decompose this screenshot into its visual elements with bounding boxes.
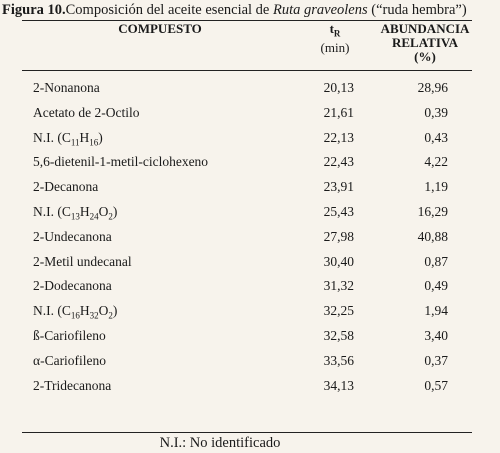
relative-abundance: 0,87 xyxy=(424,253,448,269)
compound-text: O xyxy=(98,303,109,319)
relative-abundance: 0,57 xyxy=(424,377,448,393)
compound-text: H xyxy=(79,129,90,145)
retention-time: 30,40 xyxy=(323,253,354,269)
compound-text: ) xyxy=(112,204,118,219)
table-bottom-rule xyxy=(22,432,472,433)
formula-subscript: 24 xyxy=(89,211,99,222)
compound-name xyxy=(33,252,132,272)
header-abundance xyxy=(370,22,480,64)
retention-time: 21,61 xyxy=(323,104,354,120)
formula-subscript: 13 xyxy=(70,211,80,222)
compound-name xyxy=(33,78,100,98)
formula-subscript: 2 xyxy=(108,211,113,222)
retention-time: 25,43 xyxy=(323,204,354,219)
table-row xyxy=(0,177,500,197)
table-row xyxy=(0,326,500,346)
formula-subscript: 11 xyxy=(70,137,80,148)
compound-name xyxy=(33,376,111,396)
table-row xyxy=(0,227,500,247)
table-row xyxy=(0,252,500,272)
retention-time: 20,13 xyxy=(323,80,354,95)
compound-text: ) xyxy=(98,129,103,145)
compound-text: ) xyxy=(112,303,118,319)
compound-text: N.I. (C xyxy=(33,129,71,145)
table-row xyxy=(0,152,500,172)
relative-abundance: 28,96 xyxy=(417,80,448,95)
compound-text: 2-Tridecanona xyxy=(33,377,112,393)
table-row xyxy=(0,376,500,396)
relative-abundance: 0,39 xyxy=(424,104,448,120)
compound-name xyxy=(33,326,106,346)
relative-abundance: 0,49 xyxy=(424,278,448,294)
figure-caption xyxy=(2,2,467,19)
header-tr-unit: (min) xyxy=(320,39,350,55)
retention-time: 23,91 xyxy=(323,179,354,195)
header-ab-line3: (%) xyxy=(414,49,436,64)
formula-subscript: 16 xyxy=(70,310,80,321)
formula-subscript: 2 xyxy=(108,310,113,321)
header-retention-time xyxy=(300,22,370,55)
compound-text: ß-Cariofileno xyxy=(33,328,106,343)
header-compound: COMPUESTO xyxy=(118,21,202,36)
retention-time: 22,43 xyxy=(323,154,354,170)
table-row xyxy=(0,276,500,296)
compound-name xyxy=(33,103,139,123)
retention-time: 27,98 xyxy=(323,228,354,244)
compound-text: α-Cariofileno xyxy=(33,352,107,368)
compound-name xyxy=(33,301,117,326)
compound-text: O xyxy=(98,204,109,219)
relative-abundance: 16,29 xyxy=(417,204,448,219)
compound-text: Acetato de 2-Octilo xyxy=(33,104,140,120)
table-row xyxy=(0,301,500,321)
table-row xyxy=(0,351,500,371)
retention-time: 32,58 xyxy=(323,328,354,343)
relative-abundance: 1,94 xyxy=(424,303,448,319)
compound-text: 2-Dodecanona xyxy=(33,278,112,294)
compound-text: 2-Nonanona xyxy=(33,80,100,95)
table-row xyxy=(0,78,500,98)
caption-common-name: (“ruda hembra”) xyxy=(367,2,467,18)
relative-abundance: 4,22 xyxy=(424,154,448,170)
compound-name xyxy=(33,276,112,296)
table-row xyxy=(0,103,500,123)
compound-name xyxy=(33,227,112,247)
relative-abundance: 40,88 xyxy=(417,228,448,244)
retention-time: 22,13 xyxy=(323,129,354,145)
retention-time: 32,25 xyxy=(323,303,354,319)
compound-name xyxy=(33,351,106,371)
header-tr-sub: R xyxy=(333,28,341,39)
table-row xyxy=(0,202,500,222)
compound-text: 2-Decanona xyxy=(33,179,99,195)
relative-abundance: 3,40 xyxy=(424,328,448,343)
compound-text: 5,6-dietenil-1-metil-ciclohexeno xyxy=(33,154,209,170)
relative-abundance: 0,37 xyxy=(424,352,448,368)
compound-text: H xyxy=(79,204,90,219)
footnote: N.I.: No identificado xyxy=(159,435,281,451)
compound-text: N.I. (C xyxy=(33,204,71,219)
relative-abundance: 1,19 xyxy=(424,179,448,195)
table-row xyxy=(0,128,500,148)
compound-name xyxy=(33,177,98,197)
compound-text: N.I. (C xyxy=(33,303,71,319)
header-tr-symbol: t xyxy=(329,21,334,36)
header-bottom-rule xyxy=(22,70,472,71)
header-ab-line1: ABUNDANCIA xyxy=(380,21,470,36)
caption-text: Composición del aceite esencial de xyxy=(65,2,273,18)
retention-time: 34,13 xyxy=(323,377,354,393)
relative-abundance: 0,43 xyxy=(424,129,448,145)
compound-text: 2-Metil undecanal xyxy=(33,253,132,269)
species-name: Ruta graveolens xyxy=(273,2,368,18)
compound-name xyxy=(33,152,208,172)
retention-time: 33,56 xyxy=(323,352,354,368)
compound-text: H xyxy=(79,303,90,319)
retention-time: 31,32 xyxy=(323,278,354,294)
header-ab-line2: RELATIVA xyxy=(392,35,458,50)
formula-subscript: 32 xyxy=(89,310,99,321)
compound-text: 2-Undecanona xyxy=(33,228,112,244)
formula-subscript: 16 xyxy=(89,137,99,148)
compound-name xyxy=(33,202,117,227)
compound-name xyxy=(33,128,103,153)
figure-label: Figura 10. xyxy=(2,2,66,18)
